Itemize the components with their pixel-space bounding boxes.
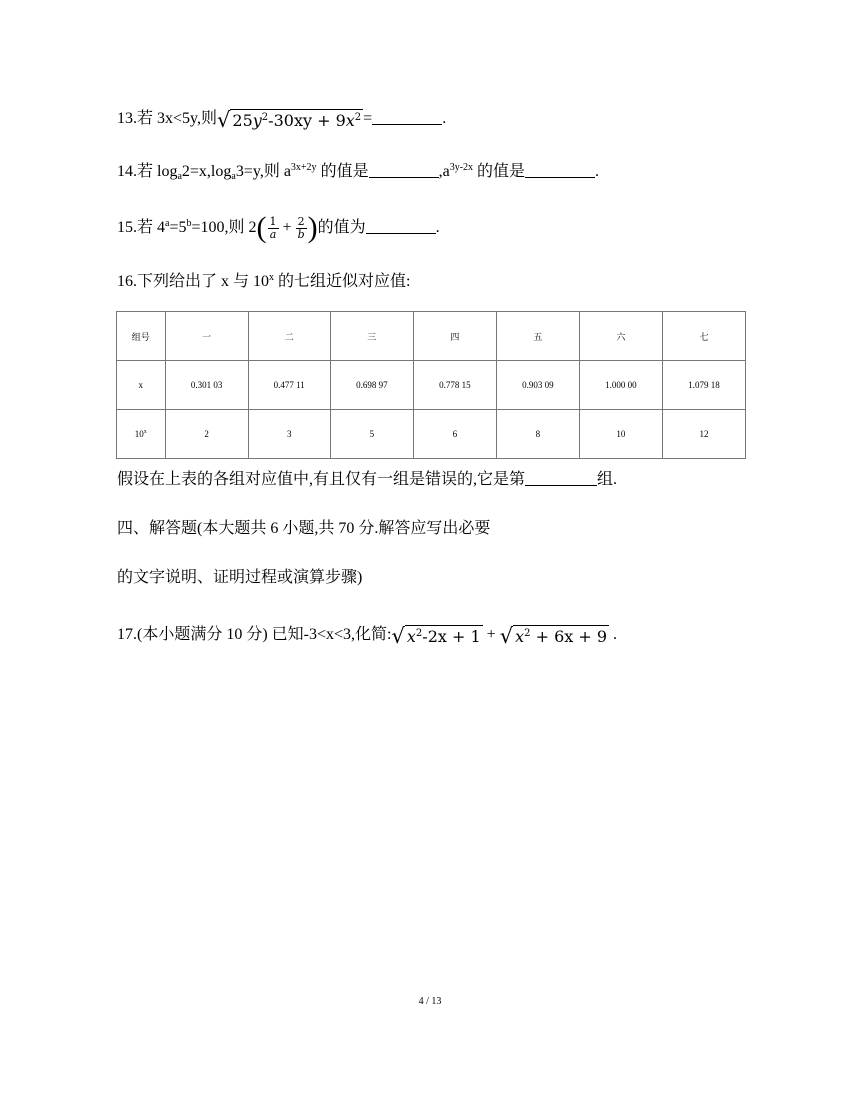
table-cell: 一 [165, 312, 248, 361]
table-cell: 0.698 97 [330, 361, 413, 410]
table-cell: 0.301 03 [165, 361, 248, 410]
table-cell: 三 [330, 312, 413, 361]
table-cell: 五 [496, 312, 579, 361]
table-cell: 8 [496, 410, 579, 459]
question-14: 14.若 $\log_a2=x,\log_a3=y$,则 $a^{3x+2y}$ 的值是 $,a^{3y-2x}$ 的值是 . [117, 162, 600, 182]
q17-sqrt-2: √ $x^2 + 6x + 9$ [499, 624, 608, 648]
left-paren-icon: ( [256, 211, 267, 245]
section-4-heading-line2: 的文字说明、证明过程或演算步骤) [117, 569, 363, 586]
table-cell: 0.778 15 [413, 361, 496, 410]
page-number: 4 / 13 [418, 996, 442, 1007]
table-cell: 1.079 18 [662, 361, 745, 410]
table-cell: 0.477 11 [248, 361, 330, 410]
radical-icon: √ [499, 624, 514, 648]
radical-icon: √ [391, 624, 405, 648]
q13-sqrt: √ $25y^2-30xy + 9x^2$ [217, 108, 362, 132]
table-cell: 0.903 09 [496, 361, 579, 410]
table-cell: 六 [579, 312, 662, 361]
table-cell: 1.000 00 [579, 361, 662, 410]
radical-icon: √ [217, 108, 231, 132]
value-table [116, 311, 746, 459]
table-row-header [117, 312, 746, 361]
fraction-1-over-a: $\frac{1}{a}$ [269, 215, 277, 241]
table-cell: 10 [579, 410, 662, 459]
table-cell: 6 [413, 410, 496, 459]
table-cell: 组号 [117, 312, 166, 361]
table-row-x [117, 361, 746, 410]
q13-prefix: 13.若 3x<5y,则 [117, 110, 217, 127]
table-cell: 5 [330, 410, 413, 459]
question-16-statement: 假设在上表的各组对应值中,有且仅有一组是错误的,它是第 组. [117, 471, 618, 488]
table-cell: 2 [165, 410, 248, 459]
question-13: 13.若 3x<5y,则 √ $25y^2-30xy + 9x^2$ = . [117, 108, 447, 132]
answer-blank-15[interactable] [366, 217, 436, 234]
table-cell: x [117, 361, 166, 410]
question-17: 17.(本小题满分 10 分) 已知-3<x<3,化简: √ $x^2-2x + 1$ + √ $x^2 + 6x + 9$ . [117, 624, 618, 648]
table-cell: 3 [248, 410, 330, 459]
table-cell: 七 [662, 312, 745, 361]
table-row-10x [117, 410, 746, 459]
table-cell: 二 [248, 312, 330, 361]
question-15: 15.若 $4^a=5^b=100$,则 2( $\frac{1}{a}$ + $\frac{2}{b}$ )的值为 . [117, 211, 440, 245]
answer-blank-16[interactable] [525, 469, 597, 486]
answer-blank-13[interactable] [372, 108, 442, 125]
table-cell: 四 [413, 312, 496, 361]
fraction-2-over-b: $\frac{2}{b}$ [297, 215, 305, 241]
right-paren-icon: ) [307, 211, 318, 245]
table-cell: 12 [662, 410, 745, 459]
question-16-intro: 16.下列给出了 x 与 10$^x$ 的七组近似对应值: [117, 272, 411, 290]
section-4-heading-line1: 四、解答题(本大题共 6 小题,共 70 分.解答应写出必要 [117, 520, 491, 537]
answer-blank-14b[interactable] [525, 161, 595, 178]
answer-blank-14a[interactable] [369, 161, 439, 178]
q17-sqrt-1: √ $x^2-2x + 1$ [391, 624, 481, 648]
table-cell: 10$^x$ [117, 410, 166, 459]
